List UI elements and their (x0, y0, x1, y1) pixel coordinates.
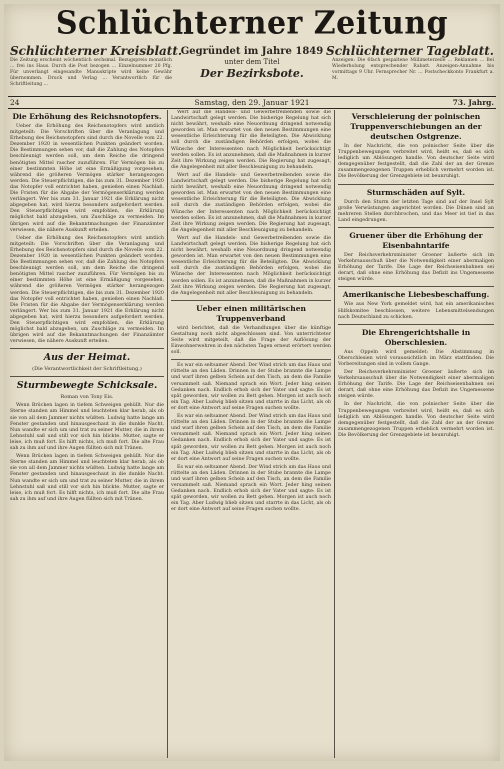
right-subtitle: Schlüchterner Tageblatt. (326, 44, 494, 58)
article-body-continued-2: Wert auf die Handels- und Gewerbetreibenden sowie die Landwirtschaft gelegt werden. Die bisherige Regelung hat sich nicht bewährt, weshalb eine Neuordnung dringend notwendig geworden ist. Man erwartet von den neuen Bestimmungen eine wesentliche Erleichterung für die Beteiligten. Die Abwicklung soll durch die zuständigen Behörden erfolgen, wobei die Wünsche der Interessenten nach Möglichkeit berücksichtigt werden sollen. Es ist anzunehmen, daß die Maßnahmen in kurzer Zeit ihre Wirkung zeigen werden. Die Regierung hat zugesagt, die Angelegenheit mit aller Beschleunigung zu behandeln. (171, 235, 331, 296)
newspaper-masthead: Schlüchterner Zeitung (55, 5, 449, 42)
article-body: Wert auf die Handels- und Gewerbetreibenden sowie die Landwirtschaft gelegt werden. Die bisherige Regelung hat sich nicht bewährt, weshalb eine Neuordnung dringend notwendig geworden ist. Man erwartet von den neuen Bestimmungen eine wesentliche Erleichterung für die Beteiligten. Die Abwicklung soll durch die zuständigen Behörden erfolgen, wobei die Wünsche der Interessenten nach Möglichkeit berücksichtigt werden sollen. Es ist anzunehmen, daß die Maßnahmen in kurzer Zeit ihre Wirkung zeigen werden. Die Regierung hat zugesagt, die Angelegenheit mit aller Beschleunigung zu behandeln. (171, 110, 331, 170)
serial-body: Wenn Brücken lagen in tiefem Schweigen gehüllt. Nur die Sterne standen am Himmel und leuchteten klar herab, als ob sie von all dem Jammer nichts wüßten. Ludwig hatte lange am Fenster gestanden und hinausgeschaut in die dunkle Nacht. Nun wandte er sich um und trat zu seiner Mutter, die in ihrem Lehnstuhl saß und still vor sich hin blickte. Mutter, sagte er leise, ich muß fort. Es hilft nichts, ich muß fort. Die alte Frau sah zu ihm auf und ihre Augen füllten sich mit Tränen. (10, 403, 164, 452)
under-title-line: unter dem Titel (224, 58, 280, 66)
issue-date: Samstag, den 29. Januar 1921 (194, 98, 310, 107)
article-body-continued: Wert auf die Handels- und Gewerbetreibenden sowie die Landwirtschaft gelegt werden. Die bisherige Regelung hat sich nicht bewährt, weshalb eine Neuordnung dringend notwendig geworden ist. Man erwartet von den neuen Bestimmungen eine wesentliche Erleichterung für die Beteiligten. Die Abwicklung soll durch die zuständigen Behörden erfolgen, wobei die Wünsche der Interessenten nach Möglichkeit berücksichtigt werden sollen. Es ist anzunehmen, daß die Maßnahmen in kurzer Zeit ihre Wirkung zeigen werden. Die Regierung hat zugesagt, die Angelegenheit mit aller Beschleunigung zu behandeln. (171, 172, 331, 233)
newspaper-page (4, 4, 500, 761)
article-title: Amerikanische Liebesbeschaffung. (342, 290, 490, 300)
article-body-continued-2: In der Nachricht, die von polnischer Seite über die Truppenbewegungen verbreitet wird, heißt es, daß es sich lediglich um Ablösungen handle. Von deutscher Seite wird demgegenüber festgestellt, daß die Zahl der an der Grenze zusammengezogenen Truppen erheblich vermehrt worden ist. Die Bevölkerung der Grenzgebiete ist beunruhigt. (338, 402, 494, 438)
serial-author: Roman von Tony Eis. (60, 394, 114, 401)
subscription-notice: Die Zeitung erscheint wöchentlich sechsmal. Bezugspreis monatlich ... frei ins Haus. Durch die Post bezogen ... Einzelnummer 20 Pfg. Für unverlangt eingesandte Manuskripte wird keine Gewähr übernommen. Druck und Verlag ... Verantwortlich für die Schriftleitung ... (10, 58, 172, 87)
column-rule (334, 110, 335, 758)
article-title: Die Erhöhung des Reichsnotopfers. (12, 112, 162, 121)
advertising-notice: Anzeigen: Die 6fach gespaltene Millimeterzeile ... Reklamen ... Bei Wiederholung entsprechender Rabatt. Anzeigen-Annahme bis vormittags 9 Uhr. Fernsprecher Nr. ... Postscheckkonto Frankfurt a. M. (332, 58, 494, 81)
article-body: Wie aus New York gemeldet wird, hat ein amerikanisches Hilfskomitee beschlossen, weitere Lebensmittelsendungen nach Deutschland zu schicken. (338, 302, 494, 320)
serial-continuation-3: Es war ein seltsamer Abend. Der Wind strich um das Haus und rüttelte an den Läden. Drinnen in der Stube brannte die Lampe und warf ihren gelben Schein auf den Tisch, an dem die Familie versammelt saß. Niemand sprach ein Wort. Jeder hing seinen Gedanken nach. Endlich erhob sich der Vater und sagte: Es ist spät geworden, wir wollen zu Bett gehen. Morgen ist auch noch ein Tag. Aber Ludwig blieb sitzen und starrte in das Licht, als ob er dort eine Antwort auf seine Fragen suchen wollte. (171, 464, 331, 513)
divider (10, 376, 164, 377)
divider (338, 286, 494, 287)
founding-box (172, 44, 332, 80)
article-title: Ueber einen militärischen Truppenverband (196, 303, 306, 323)
column-2 (171, 110, 331, 758)
section-title: Aus der Heimat. (43, 352, 131, 364)
divider (10, 348, 164, 349)
serial-body-continued: Wenn Brücken lagen in tiefem Schweigen gehüllt. Nur die Sterne standen am Himmel und leuchteten klar herab, als ob sie von all dem Jammer nichts wüßten. Ludwig hatte lange am Fenster gestanden und hinausgeschaut in die dunkle Nacht. Nun wandte er sich um und trat zu seiner Mutter, die in ihrem Lehnstuhl saß und still vor sich hin blickte. Mutter, sagte er leise, ich muß fort. Es hilft nichts, ich muß fort. Die alte Frau sah zu ihm auf und ihre Augen füllten sich mit Tränen. (10, 454, 164, 502)
masthead-subhead (4, 44, 500, 94)
serial-continuation: Es war ein seltsamer Abend. Der Wind strich um das Haus und rüttelte an den Läden. Drinnen in der Stube brannte die Lampe und warf ihren gelben Schein auf den Tisch, an dem die Familie versammelt saß. Niemand sprach ein Wort. Jeder hing seinen Gedanken nach. Endlich erhob sich der Vater und sagte: Es ist spät geworden, wir wollen zu Bett gehen. Morgen ist auch noch ein Tag. Aber Ludwig blieb sitzen und starrte in das Licht, als ob er dort eine Antwort auf seine Fragen suchen wollte. (171, 363, 331, 411)
article-body-continued: Der Reichsverkehrsminister Groener äußerte sich im Verkehrsausschuß über die Notwendigkeit einer abermaligen Erhöhung der Tarife. Die Lage der Reichseisenbahnen sei derart, daß ohne eine Erhöhung das Defizit ins Ungemessene steigen würde. (338, 369, 494, 400)
article-body: wird berichtet, daß die Verhandlungen über die künftige Gestaltung noch nicht abgeschlossen sind. Von unterrichteter Seite wird mitgeteilt, daß die Frage der Auflösung der Einwohnerwehren in den nächsten Tagen erneut erörtert werden soll. (171, 325, 331, 356)
article-title: Die Ehrengerichtshalle in Oberschlesien. (361, 327, 471, 347)
divider (338, 184, 494, 185)
divider (171, 300, 331, 301)
left-subtitle: Schlüchterner Kreisblatt. (10, 44, 183, 58)
issue-number: 24 (10, 98, 20, 107)
divider (171, 359, 331, 360)
article-title: Verschleierung der polnischen Truppenverschiebungen an der deutschen Ostgrenze. (350, 112, 482, 141)
column-rule (167, 110, 168, 758)
serial-continuation-2: Es war ein seltsamer Abend. Der Wind strich um das Haus und rüttelte an den Läden. Drinnen in der Stube brannte die Lampe und warf ihren gelben Schein auf den Tisch, an dem die Familie versammelt saß. Niemand sprach ein Wort. Jeder hing seinen Gedanken nach. Endlich erhob sich der Vater und sagte: Es ist spät geworden, wir wollen zu Bett gehen. Morgen ist auch noch ein Tag. Aber Ludwig blieb sitzen und starrte in das Licht, als ob er dort eine Antwort auf seine Fragen suchen wollte. (171, 414, 331, 462)
serial-title: Sturmbewegte Schicksale. (16, 380, 158, 392)
article-body: Aus Oppeln wird gemeldet: Die Abstimmung in Oberschlesien wird voraussichtlich im März stattfinden. Die Vorbereitungen sind in vollem Gange. (338, 349, 494, 367)
article-title: Sturmschäden auf Sylt. (366, 187, 466, 197)
volume-year: 73. Jahrg. (452, 98, 494, 107)
founded-line: Gegründet im Jahre 1849 (180, 46, 324, 57)
article-body: In der Nachricht, die von polnischer Seite über die Truppenbewegungen verbreitet wird, heißt es, daß es sich lediglich um Ablösungen handle. Von deutscher Seite wird demgegenüber festgestellt, daß die Zahl der an der Grenze zusammengezogenen Truppen erheblich vermehrt worden ist. Die Bevölkerung der Grenzgebiete ist beunruhigt. (338, 144, 494, 180)
divider (338, 227, 494, 228)
article-title: Gruener über die Erhöhung der Eisenbahntarife (349, 230, 483, 250)
article-body: Ueber die Erhöhung des Reichsnotopfers wird amtlich mitgeteilt: Die Vorschriften über die Veranlagung und Erhebung des Reichsnotopfers sind durch die Novelle vom 22. Dezember 1920 in wesentlichen Punkten geändert worden. Die Bestimmungen sehen vor, daß die Zahlung des Notopfers beschleunigt werden soll, um dem Reiche die dringend benötigten Mittel rascher zuzuführen. Für Vermögen bis zu einer bestimmten Höhe ist eine Ermäßigung vorgesehen, während die größeren Vermögen stärker herangezogen werden. Die Steuerpflichtigen, die bis zum 31. Dezember 1920 das Notopfer voll entrichtet haben, genießen einen Nachlaß. Die Fristen für die Abgabe der Vermögenserklärung werden verlängert. Wer bis zum 31. Januar 1921 die Erklärung nicht abgegeben hat, wird hierzu besonders aufgefordert werden. Den Steuerpflichtigen wird empfohlen, die Erklärung möglichst bald abzugeben, um Zuschläge zu vermeiden. Im übrigen wird auf die Bekanntmachungen der Finanzämter verwiesen, die nähere Auskunft erteilen. (10, 124, 164, 233)
section-subtitle: (Die Verantwortlichkeit der Schriftleitung.) (32, 366, 142, 373)
column-1 (10, 110, 164, 758)
article-body: Durch den Sturm der letzten Tage sind auf der Insel Sylt große Verwüstungen angerichtet worden. Die Dünen sind an mehreren Stellen durchbrochen, und das Meer ist tief in das Land eingedrungen. (338, 199, 494, 223)
dateline (8, 96, 496, 109)
article-body: Der Reichsverkehrsminister Groener äußerte sich im Verkehrsausschuß über die Notwendigkeit einer abermaligen Erhöhung der Tarife. Die Lage der Reichseisenbahnen sei derart, daß ohne eine Erhöhung das Defizit ins Ungemessene steigen würde. (338, 252, 494, 283)
article-body-continued: Ueber die Erhöhung des Reichsnotopfers wird amtlich mitgeteilt: Die Vorschriften über die Veranlagung und Erhebung des Reichsnotopfers sind durch die Novelle vom 22. Dezember 1920 in wesentlichen Punkten geändert worden. Die Bestimmungen sehen vor, daß die Zahlung des Notopfers beschleunigt werden soll, um dem Reiche die dringend benötigten Mittel rascher zuzuführen. Für Vermögen bis zu einer bestimmten Höhe ist eine Ermäßigung vorgesehen, während die größeren Vermögen stärker herangezogen werden. Die Steuerpflichtigen, die bis zum 31. Dezember 1920 das Notopfer voll entrichtet haben, genießen einen Nachlaß. Die Fristen für die Abgabe der Vermögenserklärung werden verlängert. Wer bis zum 31. Januar 1921 die Erklärung nicht abgegeben hat, wird hierzu besonders aufgefordert werden. Den Steuerpflichtigen wird empfohlen, die Erklärung möglichst bald abzugeben, um Zuschläge zu vermeiden. Im übrigen wird auf die Bekanntmachungen der Finanzämter verwiesen, die nähere Auskunft erteilen. (10, 235, 164, 345)
divider (338, 324, 494, 325)
bezirksbote-title: Der Bezirksbote. (200, 67, 304, 80)
column-3 (338, 110, 494, 758)
